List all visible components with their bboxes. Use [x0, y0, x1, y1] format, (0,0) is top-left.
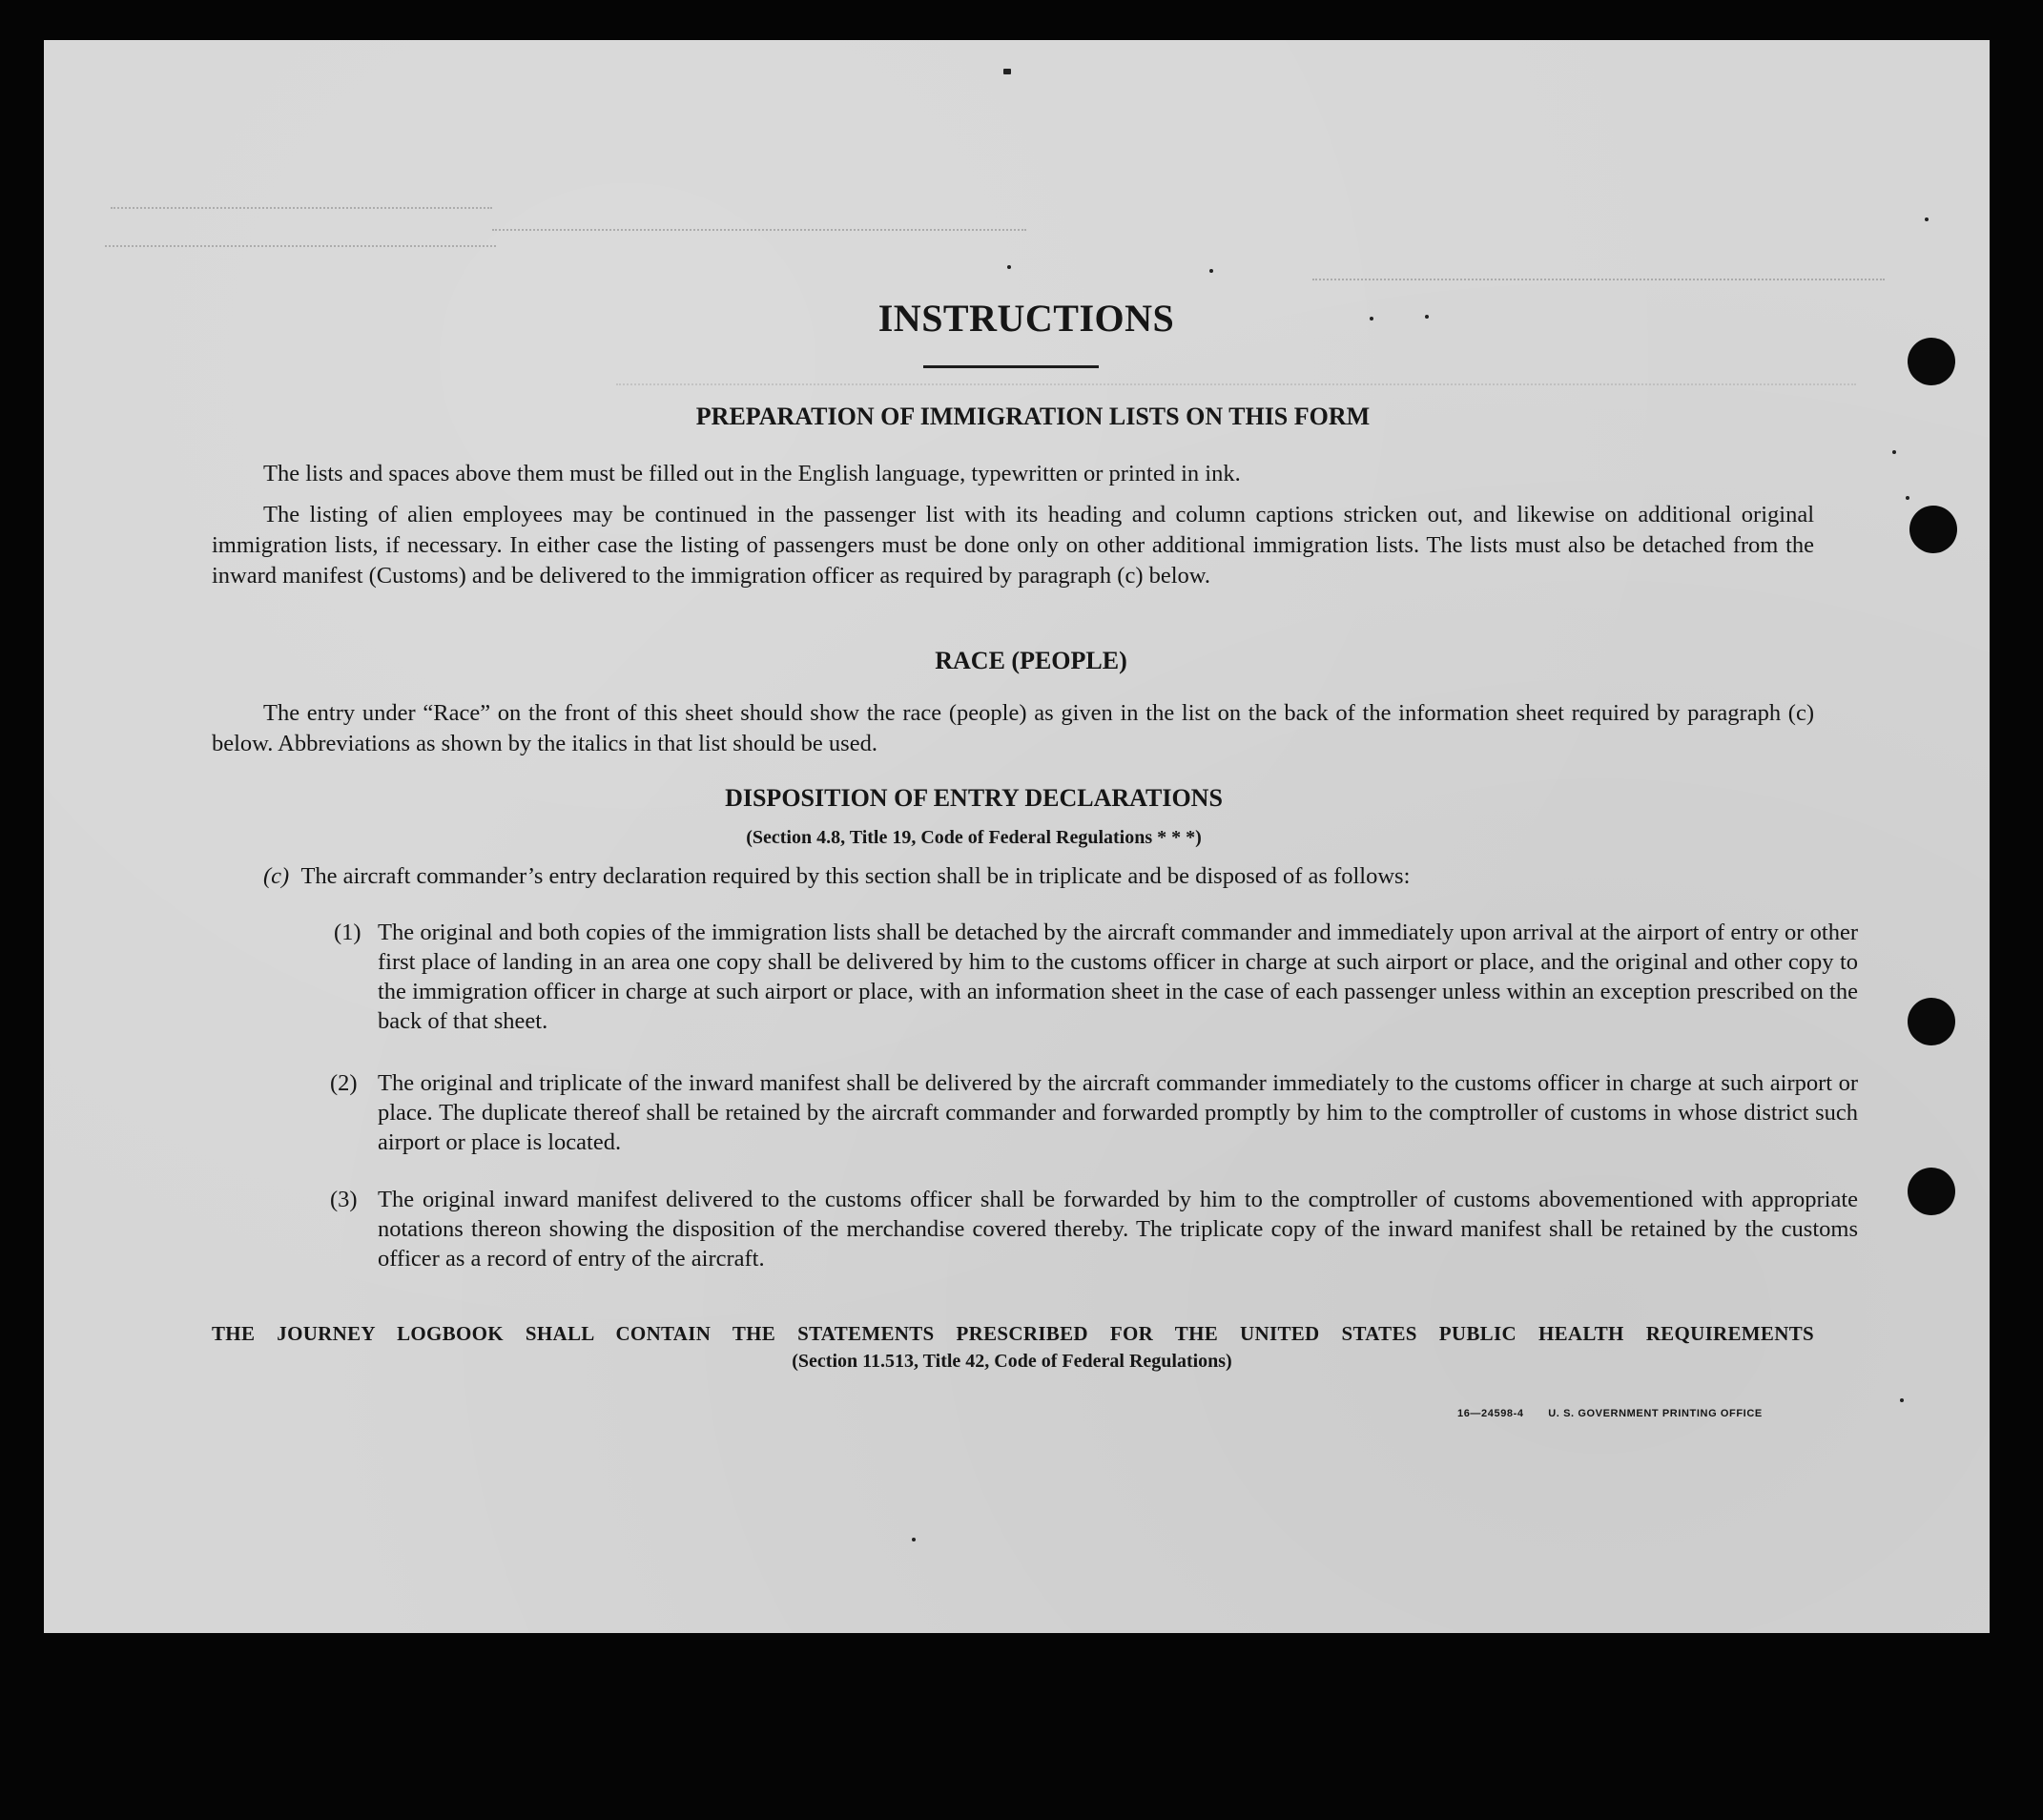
- bleed-through-dotted-line: [492, 229, 1026, 231]
- race-paragraph: [212, 698, 1814, 759]
- speck: [1003, 69, 1011, 74]
- disposition-citation: (Section 4.8, Title 19, Code of Federal Regulations * * *): [746, 827, 1202, 848]
- preparation-paragraph-1-text: The lists and spaces above them must be filled out in the English language, typewritten or printed in ink.: [263, 461, 1241, 486]
- disposition-heading: DISPOSITION OF ENTRY DECLARATIONS: [725, 784, 1223, 812]
- form-number: 16—24598-4: [1457, 1408, 1524, 1419]
- disposition-item: [334, 918, 1858, 1036]
- preparation-heading: PREPARATION OF IMMIGRATION LISTS ON THIS FORM: [695, 403, 1371, 430]
- bleed-through-dotted-line: [616, 383, 1856, 385]
- speck: [1925, 217, 1929, 221]
- punch-hole: [1908, 1168, 1955, 1215]
- item-number: (2): [330, 1070, 358, 1096]
- speck: [1900, 1398, 1904, 1402]
- speck: [1007, 265, 1011, 269]
- printing-office: U. S. GOVERNMENT PRINTING OFFICE: [1548, 1408, 1763, 1419]
- bleed-through-dotted-line: [111, 207, 492, 209]
- bleed-through-dotted-line: [105, 245, 496, 247]
- disposition-intro-text: The aircraft commander’s entry declaration required by this section shall be in triplicate and be disposed of as follows:: [300, 863, 1411, 889]
- preparation-paragraph-2-text: The listing of alien employees may be continued in the passenger list with its heading and column captions stricken out, and likewise on additional original immigration lists, if necessary. In either case the listing of passengers must be done only on other additional immigration lists. The lists must also be detached from the inward manifest (Customs) and be delivered to the immigration officer as required by paragraph (c) below.: [212, 502, 1814, 589]
- page-title: INSTRUCTIONS: [877, 297, 1175, 340]
- punch-hole: [1909, 506, 1957, 553]
- title-underline: [923, 365, 1099, 368]
- document-page: [44, 40, 1990, 1633]
- item-text: The original inward manifest delivered to the customs officer shall be forwarded by him to the comptroller of customs abovementioned with appropriate notations thereon showing the disposition of the merchandise covered thereby. The triplicate copy of the inward manifest shall be retained by the customs officer as a record of entry of the aircraft.: [378, 1187, 1858, 1272]
- speck: [1892, 450, 1896, 454]
- paragraph-label: (c): [263, 863, 290, 889]
- speck: [1209, 269, 1213, 273]
- disposition-item: [330, 1068, 1858, 1157]
- public-health-citation: (Section 11.513, Title 42, Code of Federal Regulations): [792, 1351, 1232, 1372]
- public-health-statement: THE JOURNEY LOGBOOK SHALL CONTAIN THE STATEMENTS PRESCRIBED FOR THE UNITED STATES PUBLIC HEALTH REQUIREMENTS: [212, 1322, 1814, 1345]
- preparation-paragraph-1: [212, 459, 1814, 489]
- race-heading: RACE (PEOPLE): [935, 647, 1127, 674]
- item-number: (1): [334, 920, 361, 945]
- race-paragraph-text: The entry under “Race” on the front of this sheet should show the race (people) as given in the list on the back of the information sheet required by paragraph (c) below. Abbreviations as shown by the italics in that list should be used.: [212, 700, 1814, 756]
- speck: [1906, 496, 1909, 500]
- item-text: The original and both copies of the immigration lists shall be detached by the aircraft commander and immediately upon arrival at the airport of entry or other first place of landing in an area one copy shall be delivered by him to the customs officer in charge at such airport or place, and the original and other copy to the immigration officer in charge at such airport or place, with an information sheet in the case of each passenger unless within an exception prescribed on the back of that sheet.: [378, 920, 1858, 1034]
- disposition-intro: [263, 861, 1837, 892]
- preparation-paragraph-2: [212, 500, 1814, 591]
- speck: [912, 1538, 916, 1541]
- punch-hole: [1908, 338, 1955, 385]
- bleed-through-dotted-line: [1312, 279, 1885, 280]
- item-number: (3): [330, 1187, 358, 1212]
- disposition-item: [330, 1185, 1858, 1273]
- printer-imprint: [1457, 1408, 1763, 1419]
- item-text: The original and triplicate of the inward manifest shall be delivered by the aircraft commander immediately to the customs officer in charge at such airport or place. The duplicate thereof shall be retained by the aircraft commander and forwarded promptly by him to the comptroller of customs in whose district such airport or place is located.: [378, 1070, 1858, 1155]
- punch-hole: [1908, 998, 1955, 1045]
